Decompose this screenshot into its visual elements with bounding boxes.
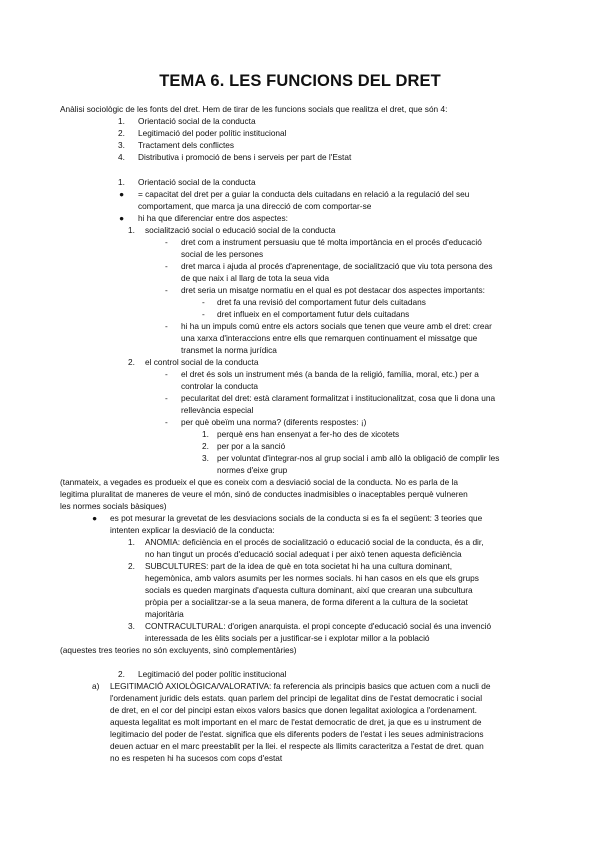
- theory-number: 1.: [128, 537, 135, 547]
- reason-text-line: normes d'eixe grup: [217, 465, 288, 475]
- aspect-heading: el control social de la conducta: [145, 357, 259, 367]
- subsection-text-line: legitimacio del poder de l'estat. significa que els diferents poders de l'estat i les seues administracions: [110, 729, 484, 739]
- list-item: Legitimació del poder polític institucional: [138, 128, 287, 138]
- dash-text-line: transmet la norma jurídica: [181, 345, 277, 355]
- dash-text-line: dret marca i ajuda al procés d'aprenentage, de socialització que viu tota persona des: [181, 261, 493, 271]
- section-heading: Legitimació del poder polític institucional: [138, 669, 287, 679]
- theory-text-line: socials es queden marginats d'aquesta cultura dominant, així que crearan una subcultura: [145, 585, 473, 595]
- theory-number: 2.: [128, 561, 135, 571]
- dash-text-line: dret seria un misatge normatiu en el qual es pot destacar dos aspectes importants:: [181, 285, 485, 295]
- subsection-label: a): [92, 681, 100, 691]
- page-title: TEMA 6. LES FUNCIONS DEL DRET: [159, 72, 441, 90]
- dash-icon: -: [165, 417, 168, 427]
- dash-text-line: una xarxa d'interaccions entre ells que remarquen continuament el missatge que: [181, 333, 478, 343]
- theory-text-line: no han tingut un procés d'educació social adequat i per això tenen aquesta deficiència: [145, 549, 462, 559]
- dash-icon: -: [202, 309, 205, 319]
- dash-icon: -: [165, 369, 168, 379]
- reason-text-line: perquè ens han ensenyat a fer-ho des de xicotets: [217, 429, 400, 439]
- list-number: 2.: [118, 128, 125, 138]
- bullet-icon: ●: [92, 513, 98, 523]
- dash-text-line: de que naix i al llarg de tota la seua vida: [181, 273, 330, 283]
- dash-icon: -: [165, 321, 168, 331]
- theory-text-line: interessada de les èlits socials per a justificar-se i explotar millor a la població: [145, 633, 430, 643]
- subsection-text-line: LEGITIMACIÓ AXIOLÒGICA/VALORATIVA: fa referencia als principis basics que actuen com a nucli de: [110, 681, 491, 691]
- theory-number: 3.: [128, 621, 135, 631]
- subsection-text-line: deuen actuar en el marc preestablit per la llei. el respecte als llimits caracteritza a l'estat de dret. quan: [110, 741, 484, 751]
- list-number: 1.: [118, 116, 125, 126]
- theory-text-line: SUBCULTURES: part de la idea de què en tota societat hi ha una cultura dominant,: [145, 561, 453, 571]
- bullet-icon: ●: [119, 213, 125, 223]
- dash-text-line: controlar la conducta: [181, 381, 259, 391]
- section-number: 1.: [118, 177, 125, 187]
- bullet-text-line: = capacitat del dret per a guiar la conducta dels cuitadans en relació a la regulació del seu: [138, 189, 470, 199]
- dash-icon: -: [165, 261, 168, 271]
- reason-text-line: per por a la sanció: [217, 441, 286, 451]
- theory-text-line: ANOMIA: deficiència en el procés de socialització o educació social de la conducta, és a dir,: [145, 537, 484, 547]
- dash-text-line: dret com a instrument persuasiu que té molta importància en el procés d'educació: [181, 237, 482, 247]
- reason-number: 1.: [202, 429, 209, 439]
- note-text-line: (tanmateix, a vegades es produeix el que es coneix com a desviació social de la conducta. No es parla de la: [60, 477, 459, 487]
- aspect-heading: socialització social o educació social de la conducta: [145, 225, 336, 235]
- theory-text-line: hegemònica, amb valors asumits per les normes socials. hi han casos en els que els grups: [145, 573, 479, 583]
- dash-icon: -: [202, 297, 205, 307]
- bullet-text-line: es pot mesurar la grevetat de les desviacions socials de la conducta si es fa el següent: 3 teories que: [110, 513, 483, 523]
- section-number: 2.: [118, 669, 125, 679]
- subsection-text-line: aquesta legalitat es molt important en el marc de l'estat democratic de dret, ja que es u instrument de: [110, 717, 482, 727]
- dash-text-line: el dret és sols un instrument més (a banda de la religió, família, moral, etc.) per a: [181, 369, 479, 379]
- dash-text-line: rellevància especial: [181, 405, 254, 415]
- bullet-text-line: hi ha que diferenciar entre dos aspectes:: [138, 213, 288, 223]
- dash-icon: -: [165, 393, 168, 403]
- theory-text-line: majoritària: [145, 609, 184, 619]
- list-item: Distributiva i promoció de bens i serveis per part de l'Estat: [138, 152, 352, 162]
- dash-text-line: dret influeix en el comportament futur dels cuitadans: [217, 309, 410, 319]
- theory-text-line: CONTRACULTURAL: d'origen anarquista. el propi concepte d'educació social és una invenció: [145, 621, 492, 631]
- reason-number: 3.: [202, 453, 209, 463]
- list-number: 3.: [118, 140, 125, 150]
- bullet-text-line: intenten explicar la desviació de la conducta:: [110, 525, 275, 535]
- theory-text-line: pròpia per a socialitzar-se a la seua manera, de forma diferent a la cultura de la societat: [145, 597, 468, 607]
- dash-text-line: pecularitat del dret: està clarament formalitzat i institucionalitzat, cosa que li dona una: [181, 393, 496, 403]
- subsection-text-line: no es respeten hi ha sucesos com cops d'estat: [110, 753, 283, 763]
- aspect-number: 1.: [128, 225, 135, 235]
- intro-text: Anàlisi sociològic de les fonts del dret. Hem de tirar de les funcions socials que realitza el dret, que són 4:: [60, 104, 448, 114]
- dash-text-line: dret fa una revisió del comportament futur dels cuitadans: [217, 297, 426, 307]
- list-item: Tractament dels conflictes: [138, 140, 235, 150]
- subsection-text-line: de dret, en el cor del pincipi estan eixos valors basics que donen legalitat axiologica a l'ordenament.: [110, 705, 477, 715]
- bullet-icon: ●: [119, 189, 125, 199]
- reason-text-line: per voluntat d'integrar-nos al grup social i amb allò la obligació de complir les: [217, 453, 500, 463]
- aspect-number: 2.: [128, 357, 135, 367]
- reason-number: 2.: [202, 441, 209, 451]
- dash-text-line: hi ha un impuls comú entre els actors socials que tenen que veure amb el dret: crear: [181, 321, 492, 331]
- bullet-text-line: comportament, que marca ja una direcció de com comportar-se: [138, 201, 372, 211]
- dash-icon: -: [165, 237, 168, 247]
- note-text-line: les normes socials bàsiques): [60, 501, 167, 511]
- dash-text-line: per què obeïm una norma? (diferents respostes: ¡): [181, 417, 367, 427]
- section-heading: Orientació social de la conducta: [138, 177, 256, 187]
- dash-text-line: social de les persones: [181, 249, 264, 259]
- list-item: Orientació social de la conducta: [138, 116, 256, 126]
- dash-icon: -: [165, 285, 168, 295]
- subsection-text-line: l'ordenament juridic dels estats. quan parlem del principi de legalitat dins de l'estat democratic i social: [110, 693, 483, 703]
- theories-note: (aquestes tres teories no són excluyents, sinò complementàries): [60, 645, 297, 655]
- list-number: 4.: [118, 152, 125, 162]
- note-text-line: legitima pluralitat de maneres de veure el món, sinó de conductes inadmisibles o inaceptables perquè vulneren: [60, 489, 468, 499]
